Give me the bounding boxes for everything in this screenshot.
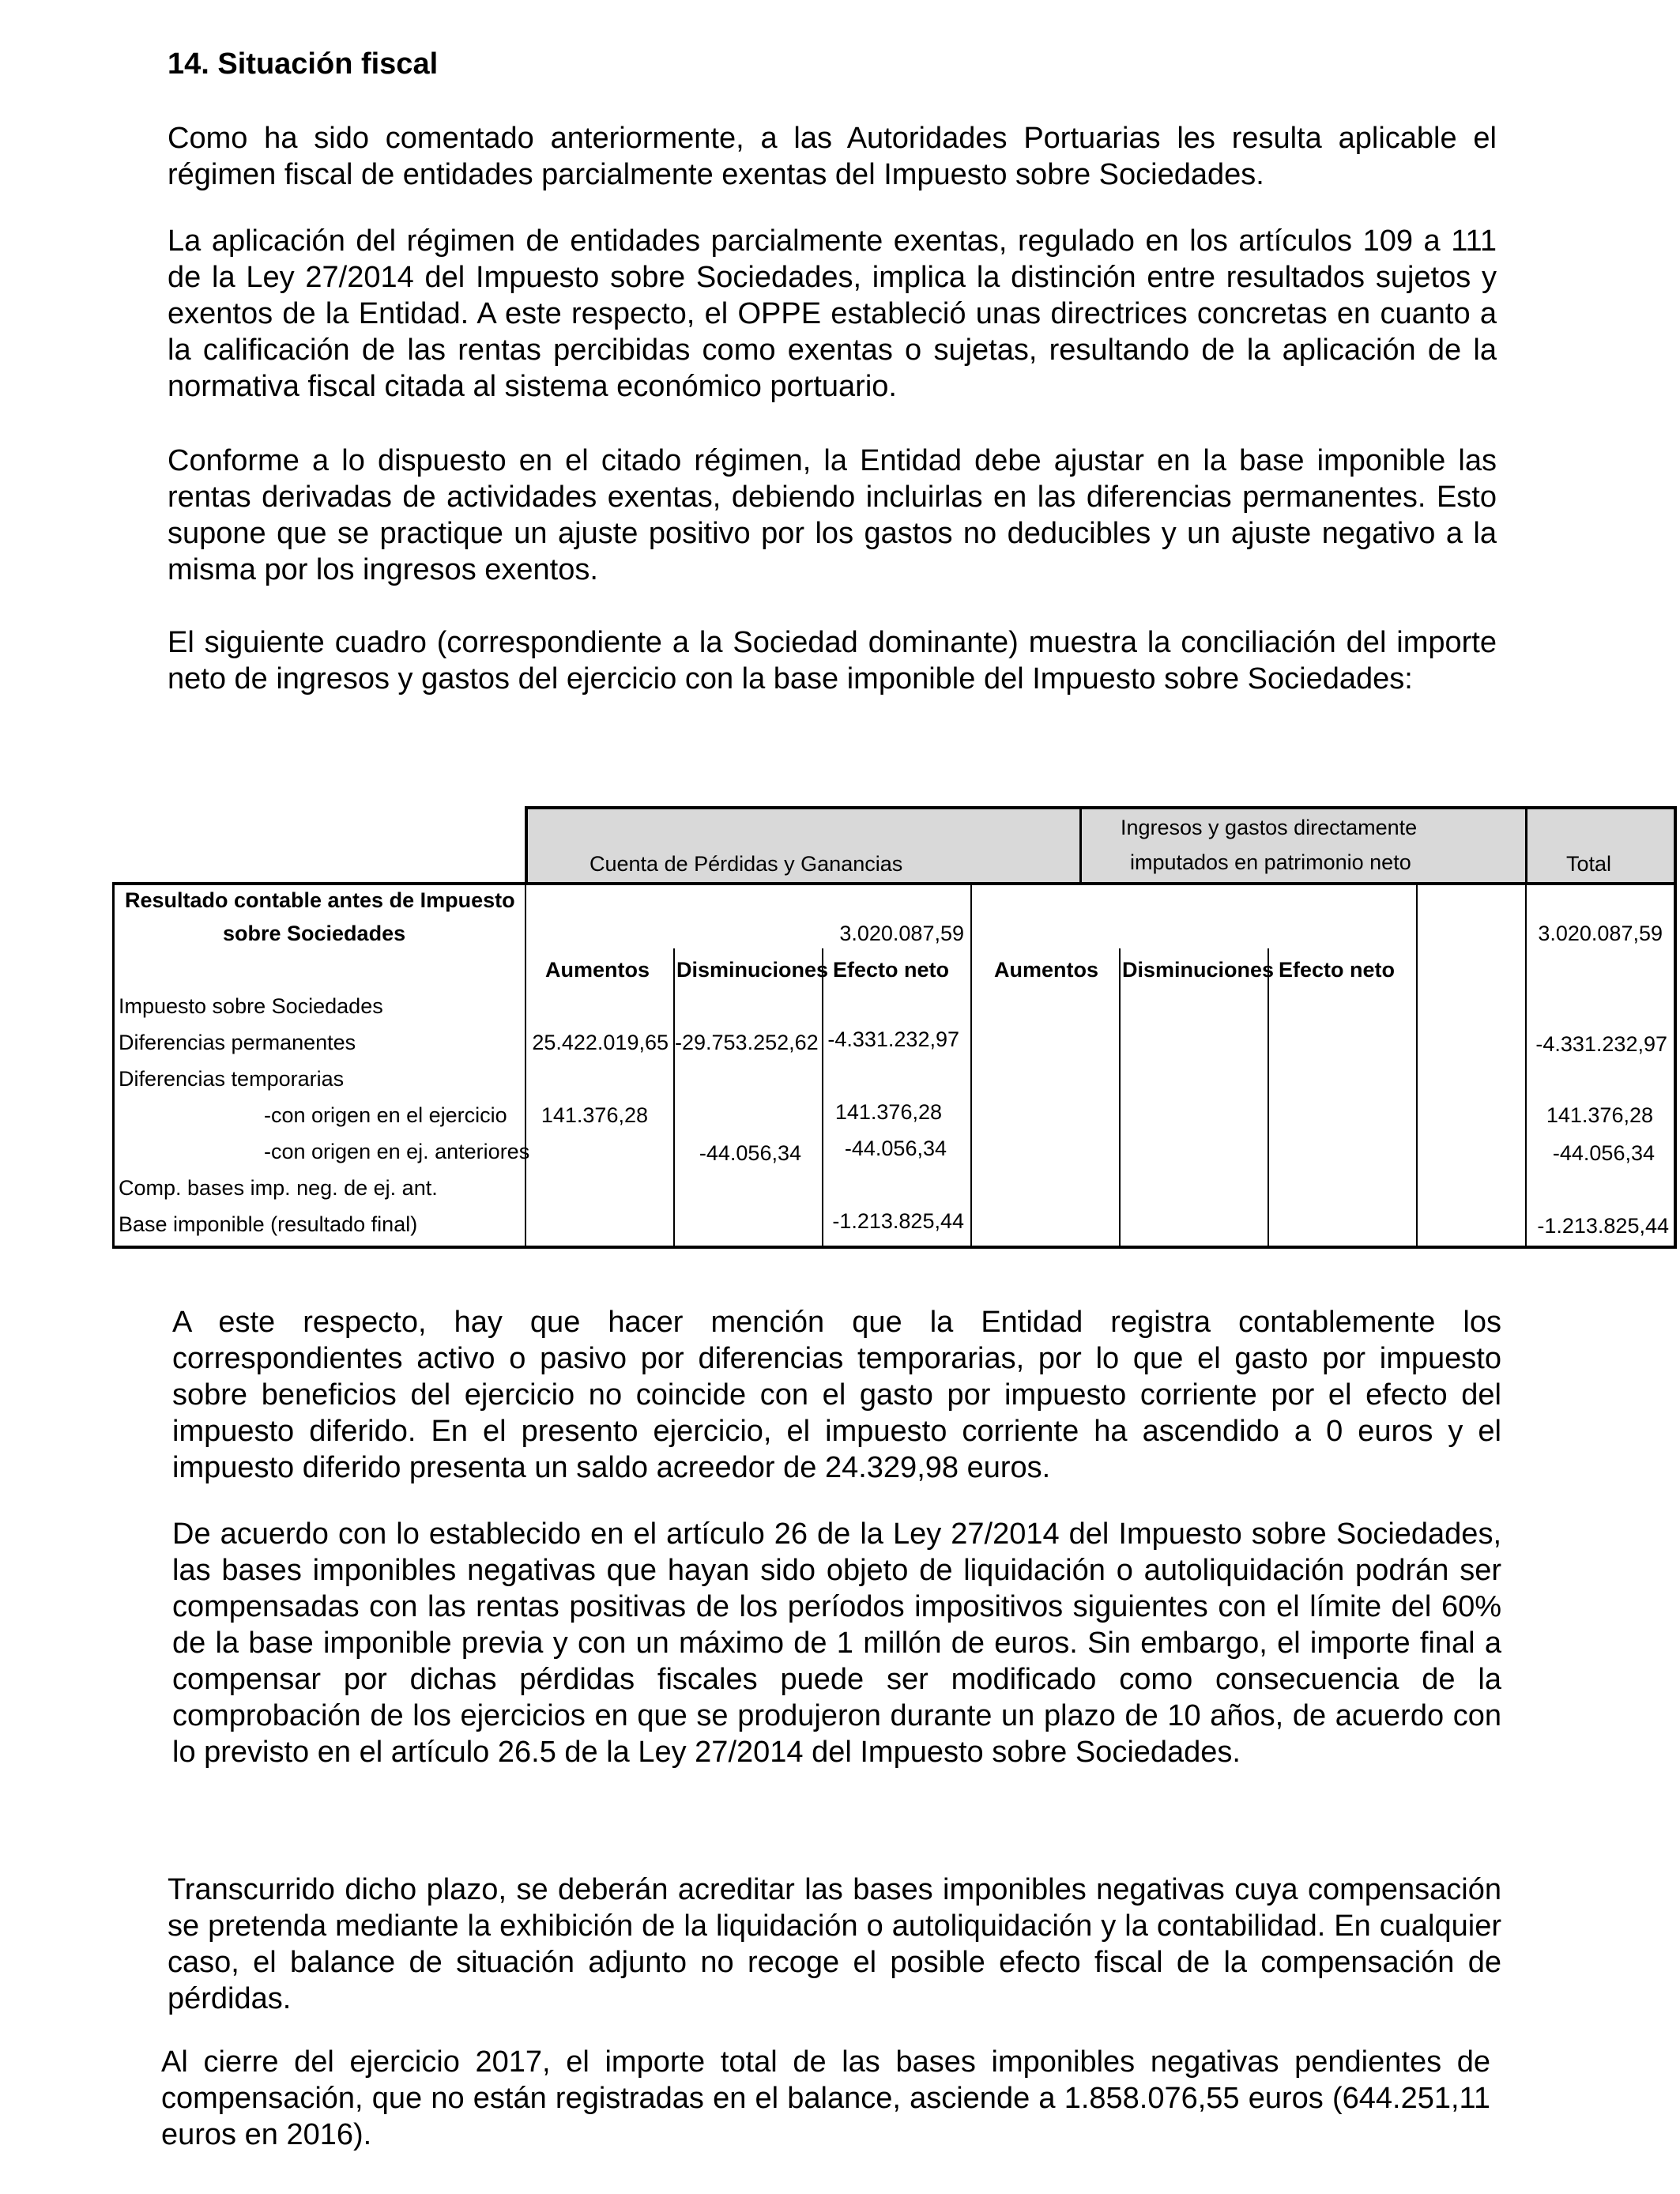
permanentes-disminuciones: -29.753.252,62 xyxy=(675,1031,819,1054)
table-line xyxy=(1525,806,1527,884)
origen-anteriores-efecto-neto: -44.056,34 xyxy=(844,1137,947,1160)
table-line xyxy=(525,806,1677,809)
origen-anteriores-disminuciones: -44.056,34 xyxy=(699,1141,801,1165)
resultado-total: 3.020.087,59 xyxy=(1538,922,1663,945)
origen-ejercicio-total: 141.376,28 xyxy=(1546,1103,1653,1127)
header-pyg: Cuenta de Pérdidas y Ganancias xyxy=(590,852,903,876)
table-line xyxy=(1268,948,1269,1249)
header-patrimonio-line1: Ingresos y gastos directamente xyxy=(1121,816,1418,839)
table-line xyxy=(822,948,823,1249)
paragraph-5: A este respecto, hay que hacer mención que la Entidad registra contablemente los correspondientes activo o pasivo por diferencias temporarias, por lo que el gasto por impuesto sobre beneficios del ejercicio no coincide con el gasto por impuesto corriente por el efecto del impuesto diferido. En el presento ejercicio, el impuesto corriente ha ascendido a 0 euros y el impuesto diferido presenta un saldo acreedor de 24.329,98 euros. xyxy=(172,1306,1501,1484)
table-line xyxy=(1674,806,1677,1249)
permanentes-efecto-neto: -4.331.232,97 xyxy=(827,1027,959,1051)
paragraph-6: De acuerdo con lo establecido en el artículo 26 de la Ley 27/2014 del Impuesto sobre Sociedades, las bases imponibles negativas que hayan sido objeto de liquidación o autoliquidación podrán ser compensadas con las rentas positivas de los períodos impositivos siguientes con el límite del 60% de la base imponible previa y con un máximo de 1 millón de euros. Sin embargo, el importe final a compensar por dichas pérdidas fiscales puede ser modificado como consecuencia de la comprobación de los ejercicios en que se produjeron durante un plazo de 10 años, de acuerdo con lo previsto en el artículo 26.5 de la Ley 27/2014 del Impuesto sobre Sociedades. xyxy=(172,1517,1501,1769)
row-label-permanentes: Diferencias permanentes xyxy=(119,1031,356,1054)
permanentes-total: -4.331.232,97 xyxy=(1535,1032,1667,1056)
paragraph-1: Como ha sido comentado anteriormente, a las Autoridades Portuarias les resulta aplicable el régimen fiscal de entidades parcialmente exentas del Impuesto sobre Sociedades. xyxy=(168,122,1497,191)
table-line xyxy=(112,882,115,1249)
table-line xyxy=(525,882,526,1249)
subheader-efecto-neto: Efecto neto xyxy=(833,958,950,982)
paragraph-3: Conforme a lo dispuesto en el citado régimen, la Entidad debe ajustar en la base imponible las rentas derivadas de actividades exentas, debiendo incluirlas en las diferencias permanentes. Esto supone que se practique un ajuste positivo por los gastos no deducibles y un ajuste negativo a la misma por los ingresos exentos. xyxy=(168,444,1497,586)
subheader-aumentos-2: Aumentos xyxy=(994,958,1099,982)
header-patrimonio-line2: imputados en patrimonio neto xyxy=(1130,850,1411,874)
table-line xyxy=(1119,948,1121,1249)
origen-ejercicio-efecto-neto: 141.376,28 xyxy=(834,1100,942,1124)
row-label-origen-anteriores: -con origen en ej. anteriores xyxy=(264,1140,530,1163)
resultado-label-line1: Resultado contable antes de Impuesto xyxy=(125,888,515,912)
row-label-comp-bases: Comp. bases imp. neg. de ej. ant. xyxy=(119,1176,438,1200)
header-total: Total xyxy=(1566,852,1612,876)
row-label-origen-ejercicio: -con origen en el ejercicio xyxy=(264,1103,507,1127)
table-line xyxy=(525,806,528,884)
fiscal-reconciliation-table xyxy=(112,806,1669,1249)
base-imponible-efecto-neto: -1.213.825,44 xyxy=(832,1209,964,1233)
section-title: 14. Situación fiscal xyxy=(168,47,439,81)
subheader-aumentos: Aumentos xyxy=(545,958,650,982)
paragraph-4: El siguiente cuadro (correspondiente a la Sociedad dominante) muestra la conciliación del importe neto de ingresos y gastos del ejercicio con la base imponible del Impuesto sobre Sociedades: xyxy=(168,626,1497,696)
paragraph-8: Al cierre del ejercicio 2017, el importe total de las bases imponibles negativas pendientes de compensación, que no están registradas en el balance, asciende a 1.858.076,55 euros (644.251,11 euros en 2016). xyxy=(161,2045,1490,2151)
table-line xyxy=(673,948,675,1249)
paragraph-7: Transcurrido dicho plazo, se deberán acreditar las bases imponibles negativas cuya compensación se pretenda mediante la exhibición de la liquidación o autoliquidación y la contabilidad. En cualquier caso, el balance de situación adjunto no recoge el posible efecto fiscal de la compensación de pérdidas. xyxy=(168,1873,1501,2015)
table-line xyxy=(970,882,972,1249)
resultado-label-line2: sobre Sociedades xyxy=(223,922,406,945)
subheader-disminuciones: Disminuciones xyxy=(676,958,829,982)
table-line xyxy=(112,1246,1677,1249)
subheader-efecto-neto-2: Efecto neto xyxy=(1279,958,1396,982)
origen-anteriores-total: -44.056,34 xyxy=(1552,1141,1655,1165)
subheader-disminuciones-2: Disminuciones xyxy=(1122,958,1275,982)
resultado-value: 3.020.087,59 xyxy=(839,922,964,945)
base-imponible-total: -1.213.825,44 xyxy=(1537,1214,1669,1238)
row-label-temporarias: Diferencias temporarias xyxy=(119,1067,345,1091)
row-label-base-imponible: Base imponible (resultado final) xyxy=(119,1212,418,1236)
table-line xyxy=(1079,806,1082,884)
table-line xyxy=(112,882,1677,885)
paragraph-2: La aplicación del régimen de entidades parcialmente exentas, regulado en los artículos 109 a 111 de la Ley 27/2014 del Impuesto sobre Sociedades, implica la distinción entre resultados sujetos y exentos de la Entidad. A este respecto, el OPPE estableció unas directrices concretas en cuanto a la calificación de las rentas percibidas como exentas o sujetas, resultando de la aplicación de la normativa fiscal citada al sistema económico portuario. xyxy=(168,224,1497,403)
permanentes-aumentos: 25.422.019,65 xyxy=(532,1031,669,1054)
row-label-impuesto: Impuesto sobre Sociedades xyxy=(119,994,383,1018)
origen-ejercicio-aumentos: 141.376,28 xyxy=(541,1103,648,1127)
table-line xyxy=(1416,882,1418,1249)
